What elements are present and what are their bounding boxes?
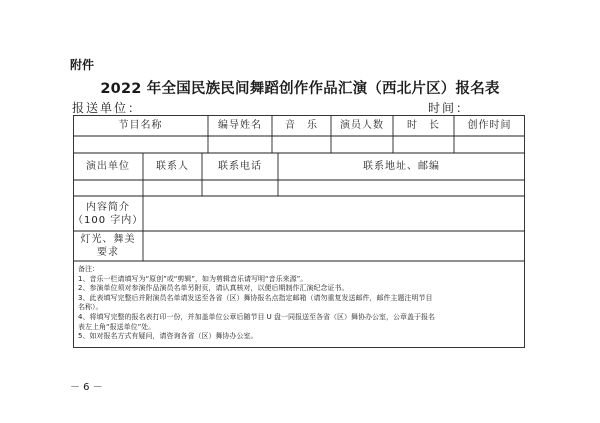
notes-section [78, 265, 523, 342]
header-contact-person: 联系人 [156, 161, 189, 172]
note-line: 1、音乐一栏请填写为“原创”或“剪辑”，如为剪辑音乐请写明“音乐来源”。 [78, 274, 308, 283]
time-label: 时间： [428, 101, 471, 115]
lighting-label [73, 233, 143, 259]
header-contact-phone: 联系电话 [218, 161, 262, 172]
lighting-label-line1: 灯光、舞美 [80, 234, 136, 245]
note-line: 表左上角“报送单位”处。 [78, 322, 156, 331]
header-creation-time: 创作时间 [467, 120, 512, 131]
header-cast-size: 演员人数 [340, 120, 384, 131]
header-address-postcode: 联系地址、邮编 [363, 161, 440, 172]
notes-heading: 备注： [78, 265, 99, 273]
intro-label [73, 201, 143, 227]
header-program-name: 节目名称 [118, 120, 163, 131]
page-number: － 6 － [70, 382, 103, 393]
header-performing-unit: 演出单位 [86, 161, 130, 172]
note-line: 3、此表填写完整后并附演员名单请发送至各省（区）舞协报名点指定邮箱（请勿重复发送邮件，邮件主题注明节目 [78, 293, 433, 302]
note-line: 4、将填写完整的报名表打印一份，并加盖单位公章后随节目 U 盘一同报送至各省（区）舞协办公室，公章盖于报名 [78, 312, 436, 321]
note-line: 名称）。 [78, 303, 103, 312]
lighting-label-line2: 要求 [97, 247, 119, 258]
attachment-label: 附件 [70, 58, 95, 72]
intro-label-line1: 内容简介 [86, 202, 130, 213]
submitting-unit-label: 报送单位： [72, 101, 143, 115]
form-title: 2022 年全国民族民间舞蹈创作作品汇演（西北片区）报名表 [100, 81, 500, 97]
header-duration: 时 长 [407, 120, 440, 131]
header-choreographer: 编导姓名 [218, 120, 262, 131]
note-line: 2、参演单位须对参演作品演员名单另附页，请认真核对，以便后期制作汇演纪念证书。 [78, 284, 349, 293]
note-line: 5、如对报名方式有疑问，请咨询各省（区）舞协办公室。 [78, 332, 258, 341]
header-music: 音 乐 [285, 120, 318, 131]
intro-label-line2: （100 字内） [73, 215, 144, 226]
